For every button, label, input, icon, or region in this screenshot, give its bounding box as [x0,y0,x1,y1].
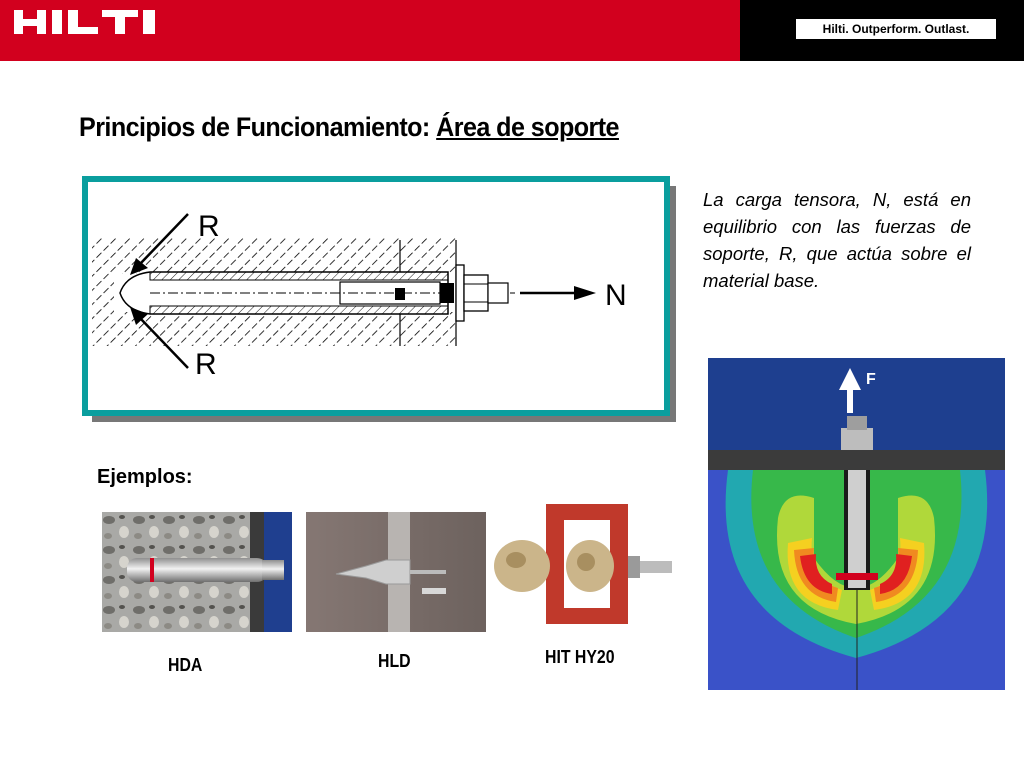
examples-label: Ejemplos: [97,466,193,488]
example-label-hld: HLD [378,651,411,671]
tagline: Hilti. Outperform. Outlast. [822,22,970,36]
concrete-end [92,274,114,312]
hda-anchor-image [102,512,292,632]
title-highlight: Área de soporte [436,112,619,142]
label-r-bottom: R [195,348,217,381]
description-text: La carga tensora, N, está en equilibrio con las fuerzas de soporte, R, que actúa sobre el material base. [703,189,971,291]
concrete-bottom [92,312,456,346]
example-label-hit-hy20: HIT HY20 [545,647,615,667]
title-prefix: Principios de Funcionamiento: [79,112,437,142]
example-label-hda: HDA [168,655,203,675]
force-label-f: F [866,371,876,388]
stress-distribution-image [708,358,1005,690]
label-n: N [605,279,627,312]
label-r-top: R [198,210,220,243]
hld-anchor-image [306,512,486,632]
nut [464,275,488,311]
washer [456,265,464,321]
hit-hy20-image [494,502,674,632]
